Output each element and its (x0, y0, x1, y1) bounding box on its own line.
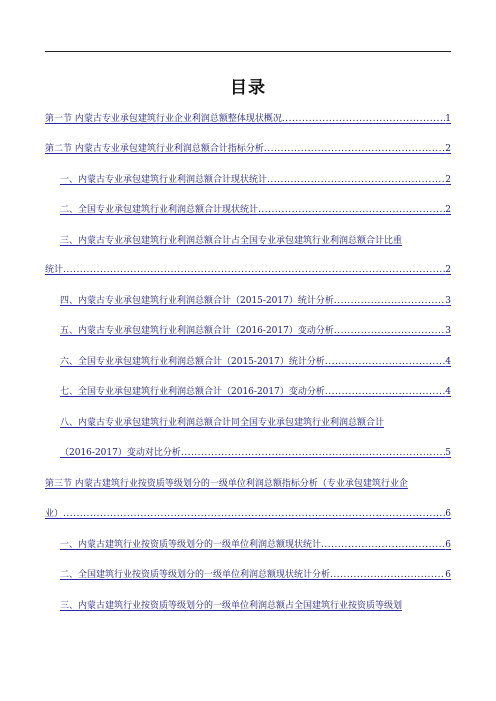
toc-entry-text: 四、内蒙古专业承包建筑行业利润总额合计（2015-2017）统计分析 (60, 296, 334, 306)
toc-entry-text-cont: （2016-2017）变动对比分析 (60, 448, 181, 458)
toc-entry-text: 八、内蒙古专业承包建筑行业利润总额合计同全国专业承包建筑行业利润总额合计 (60, 418, 385, 428)
toc-entry[interactable] (60, 539, 451, 551)
toc-entry[interactable] (60, 600, 451, 612)
toc-page-number: 2 (445, 175, 451, 185)
toc-page-number: 4 (445, 357, 451, 367)
toc-entry-text: 六、全国专业承包建筑行业利润总额合计（2015-2017）统计分析 (60, 357, 325, 367)
toc-leader (334, 295, 445, 307)
toc-page-number: 6 (445, 509, 451, 519)
toc-page-number: 6 (445, 570, 451, 580)
toc-page-number: 2 (445, 144, 451, 154)
toc-page-number: 1 (445, 114, 451, 124)
toc-page-number: 3 (445, 296, 451, 306)
toc-entry[interactable] (60, 386, 451, 398)
toc-leader (63, 264, 445, 276)
toc-page-number: 6 (445, 540, 451, 550)
toc-entry-text: 二、全国建筑行业按资质等级划分的一级单位利润总额现状统计分析 (60, 570, 331, 580)
toc-leader (334, 325, 445, 337)
toc-entry[interactable] (60, 569, 451, 581)
toc-entry[interactable] (45, 143, 451, 155)
toc-title: 目录 (230, 78, 266, 98)
toc-leader (282, 113, 445, 125)
toc-entry-text: 第二节 内蒙古专业承包建筑行业利润总额合计指标分析 (45, 144, 264, 154)
toc-entry-text: 第三节 内蒙古建筑行业按资质等级划分的一级单位利润总额指标分析（专业承包建筑行业企 (45, 479, 408, 489)
toc-entry-text: 七、全国专业承包建筑行业利润总额合计（2016-2017）变动分析 (60, 387, 325, 397)
toc-entry-text: 三、内蒙古建筑行业按资质等级划分的一级单位利润总额占全国建筑行业按资质等级划 (60, 601, 403, 611)
toc-entry[interactable] (45, 478, 451, 490)
toc-entry[interactable] (60, 235, 451, 247)
toc-page-number: 3 (445, 326, 451, 336)
toc-leader (325, 386, 445, 398)
toc-page-number: 4 (445, 387, 451, 397)
toc-entry[interactable] (45, 113, 451, 125)
toc-entry-text: 一、内蒙古建筑行业按资质等级划分的一级单位利润总额现状统计 (60, 540, 322, 550)
toc-entry-text-cont: 统计 (45, 265, 64, 275)
toc-entry[interactable] (60, 325, 451, 337)
toc-entry-text: 二、全国专业承包建筑行业利润总额合计现状统计 (60, 205, 259, 215)
toc-entry-continuation[interactable] (45, 508, 451, 520)
toc-leader (267, 174, 445, 186)
toc-page-number: 2 (445, 265, 451, 275)
toc-entry-text: 五、内蒙古专业承包建筑行业利润总额合计（2016-2017）变动分析 (60, 326, 334, 336)
toc-entry[interactable] (60, 356, 451, 368)
toc-entry[interactable] (60, 204, 451, 216)
toc-entry-text: 第一节 内蒙古专业承包建筑行业企业利润总额整体现状概况 (45, 114, 282, 124)
header-rule (45, 51, 451, 52)
toc-leader (330, 569, 445, 581)
toc-leader (63, 508, 445, 520)
toc-page-number: 2 (445, 205, 451, 215)
toc-leader (181, 447, 445, 459)
toc-leader (321, 539, 445, 551)
toc-entry[interactable] (60, 417, 451, 429)
toc-leader (325, 356, 445, 368)
toc-entry-text: 一、内蒙古专业承包建筑行业利润总额合计现状统计 (60, 175, 268, 185)
toc-entry-continuation[interactable] (45, 264, 451, 276)
toc-leader (264, 143, 445, 155)
toc-entry-text-cont: 业） (45, 509, 64, 519)
toc-entry[interactable] (60, 174, 451, 186)
toc-leader (258, 204, 445, 216)
toc-page-number: 5 (445, 448, 451, 458)
toc-entry-continuation[interactable] (60, 447, 451, 459)
toc-entry[interactable] (60, 295, 451, 307)
toc-entry-text: 三、内蒙古专业承包建筑行业利润总额合计占全国专业承包建筑行业利润总额合计比重 (60, 236, 403, 246)
